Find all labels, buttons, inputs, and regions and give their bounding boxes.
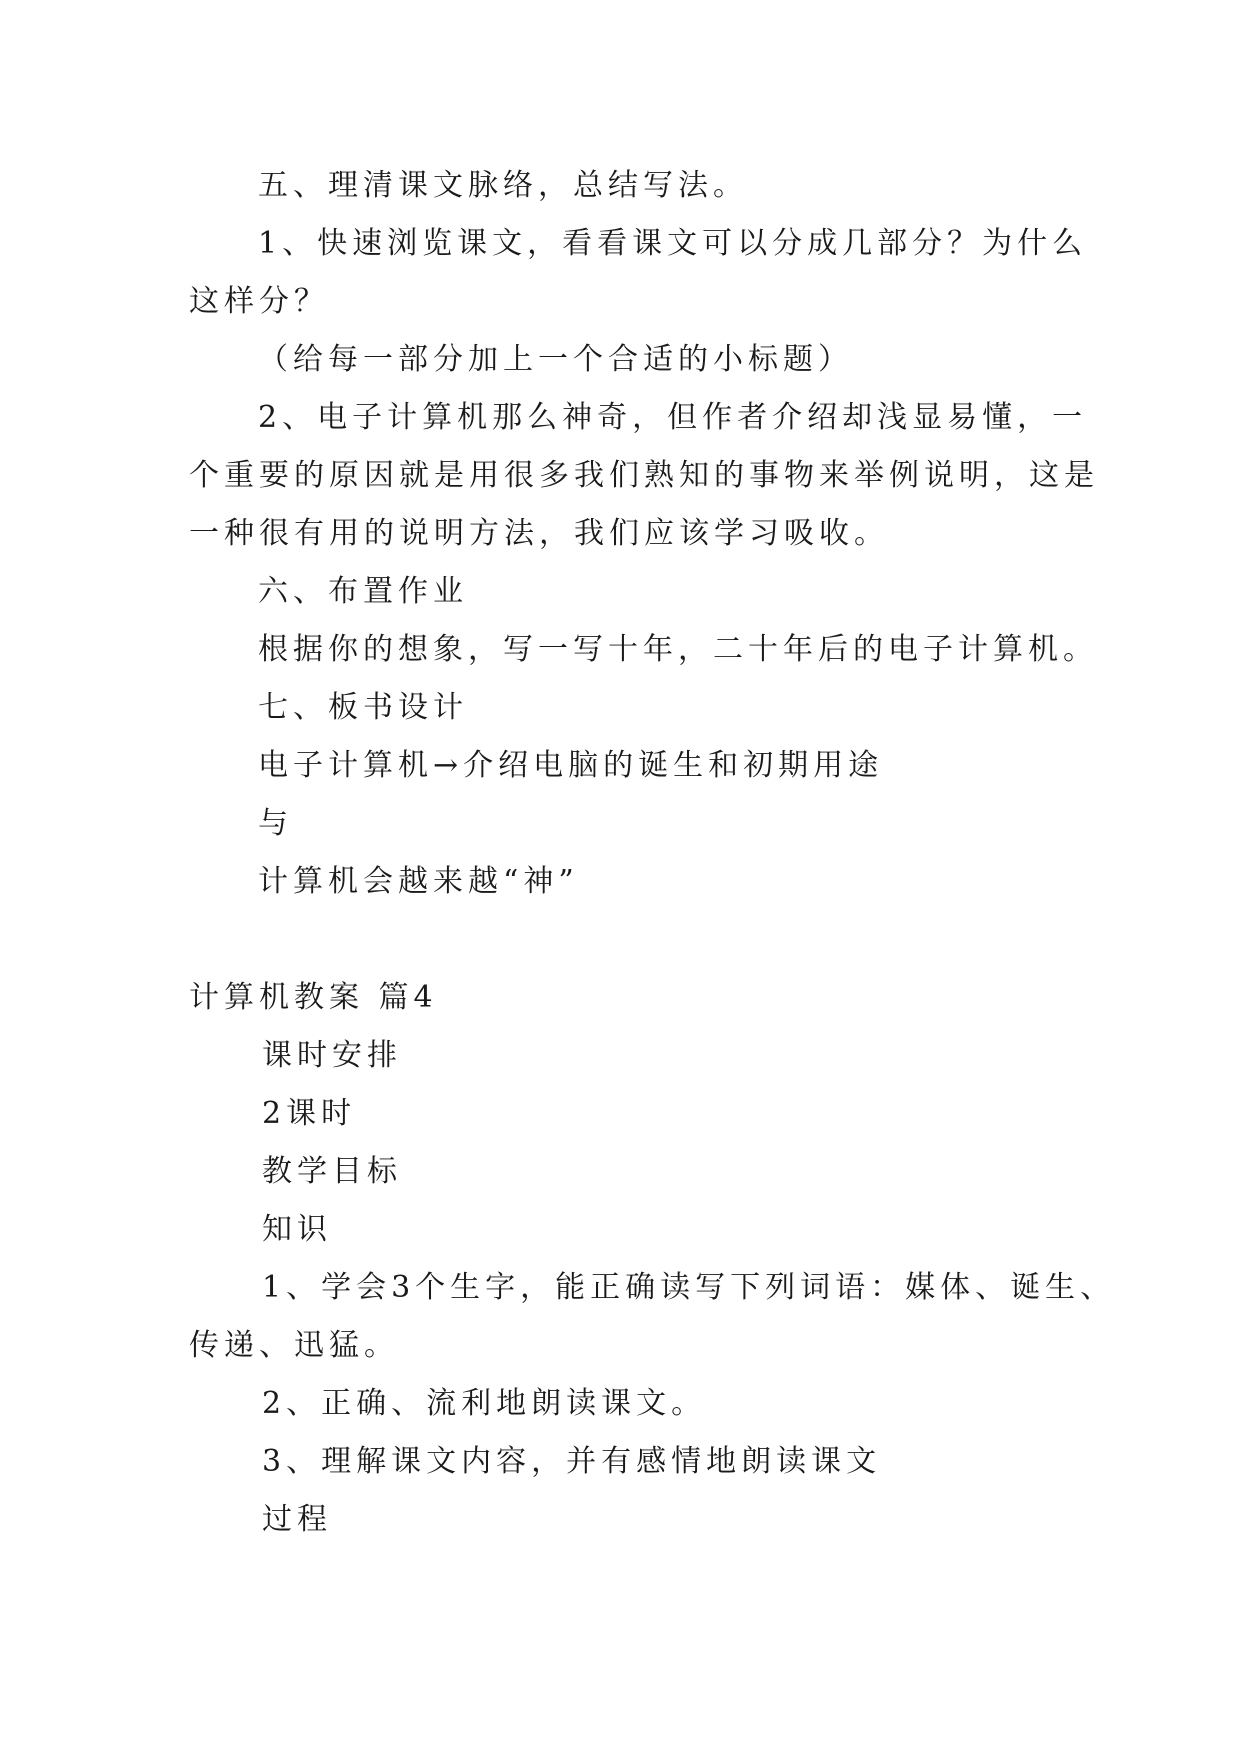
paragraph-line: 1、快速浏览课文，看看课文可以分成几部分？为什么 bbox=[258, 226, 1088, 261]
paragraph-line: 2课时 bbox=[262, 1096, 357, 1131]
section-heading: 五、理清课文脉络，总结写法。 bbox=[258, 168, 748, 203]
section-heading: 过程 bbox=[262, 1502, 332, 1537]
paragraph-line: 根据你的想象，写一写十年，二十年后的电子计算机。 bbox=[258, 632, 1098, 667]
section-heading: 七、板书设计 bbox=[258, 690, 468, 725]
paragraph-line: 个重要的原因就是用很多我们熟知的事物来举例说明，这是 bbox=[189, 458, 1099, 493]
board-design-line: 计算机会越来越“神” bbox=[258, 864, 579, 899]
section-heading: 六、布置作业 bbox=[258, 574, 468, 609]
paragraph-line: 2、正确、流利地朗读课文。 bbox=[262, 1386, 707, 1421]
board-design-line: 与 bbox=[258, 806, 293, 841]
paragraph-line: （给每一部分加上一个合适的小标题） bbox=[258, 342, 853, 377]
board-design-line: 电子计算机→介绍电脑的诞生和初期用途 bbox=[258, 748, 884, 783]
lesson-plan-title: 计算机教案 篇4 bbox=[189, 980, 438, 1015]
paragraph-line: 传递、迅猛。 bbox=[189, 1328, 399, 1363]
section-heading: 教学目标 bbox=[262, 1154, 402, 1189]
paragraph-line: 一种很有用的说明方法，我们应该学习吸收。 bbox=[189, 516, 889, 551]
paragraph-line: 这样分？ bbox=[189, 284, 329, 319]
paragraph-line: 3、理解课文内容，并有感情地朗读课文 bbox=[262, 1444, 882, 1479]
paragraph-line: 2、电子计算机那么神奇，但作者介绍却浅显易懂，一 bbox=[258, 400, 1088, 435]
paragraph-line: 1、学会3个生字，能正确读写下列词语：媒体、诞生、 bbox=[262, 1270, 1116, 1305]
section-heading: 课时安排 bbox=[262, 1038, 402, 1073]
section-heading: 知识 bbox=[262, 1212, 332, 1247]
